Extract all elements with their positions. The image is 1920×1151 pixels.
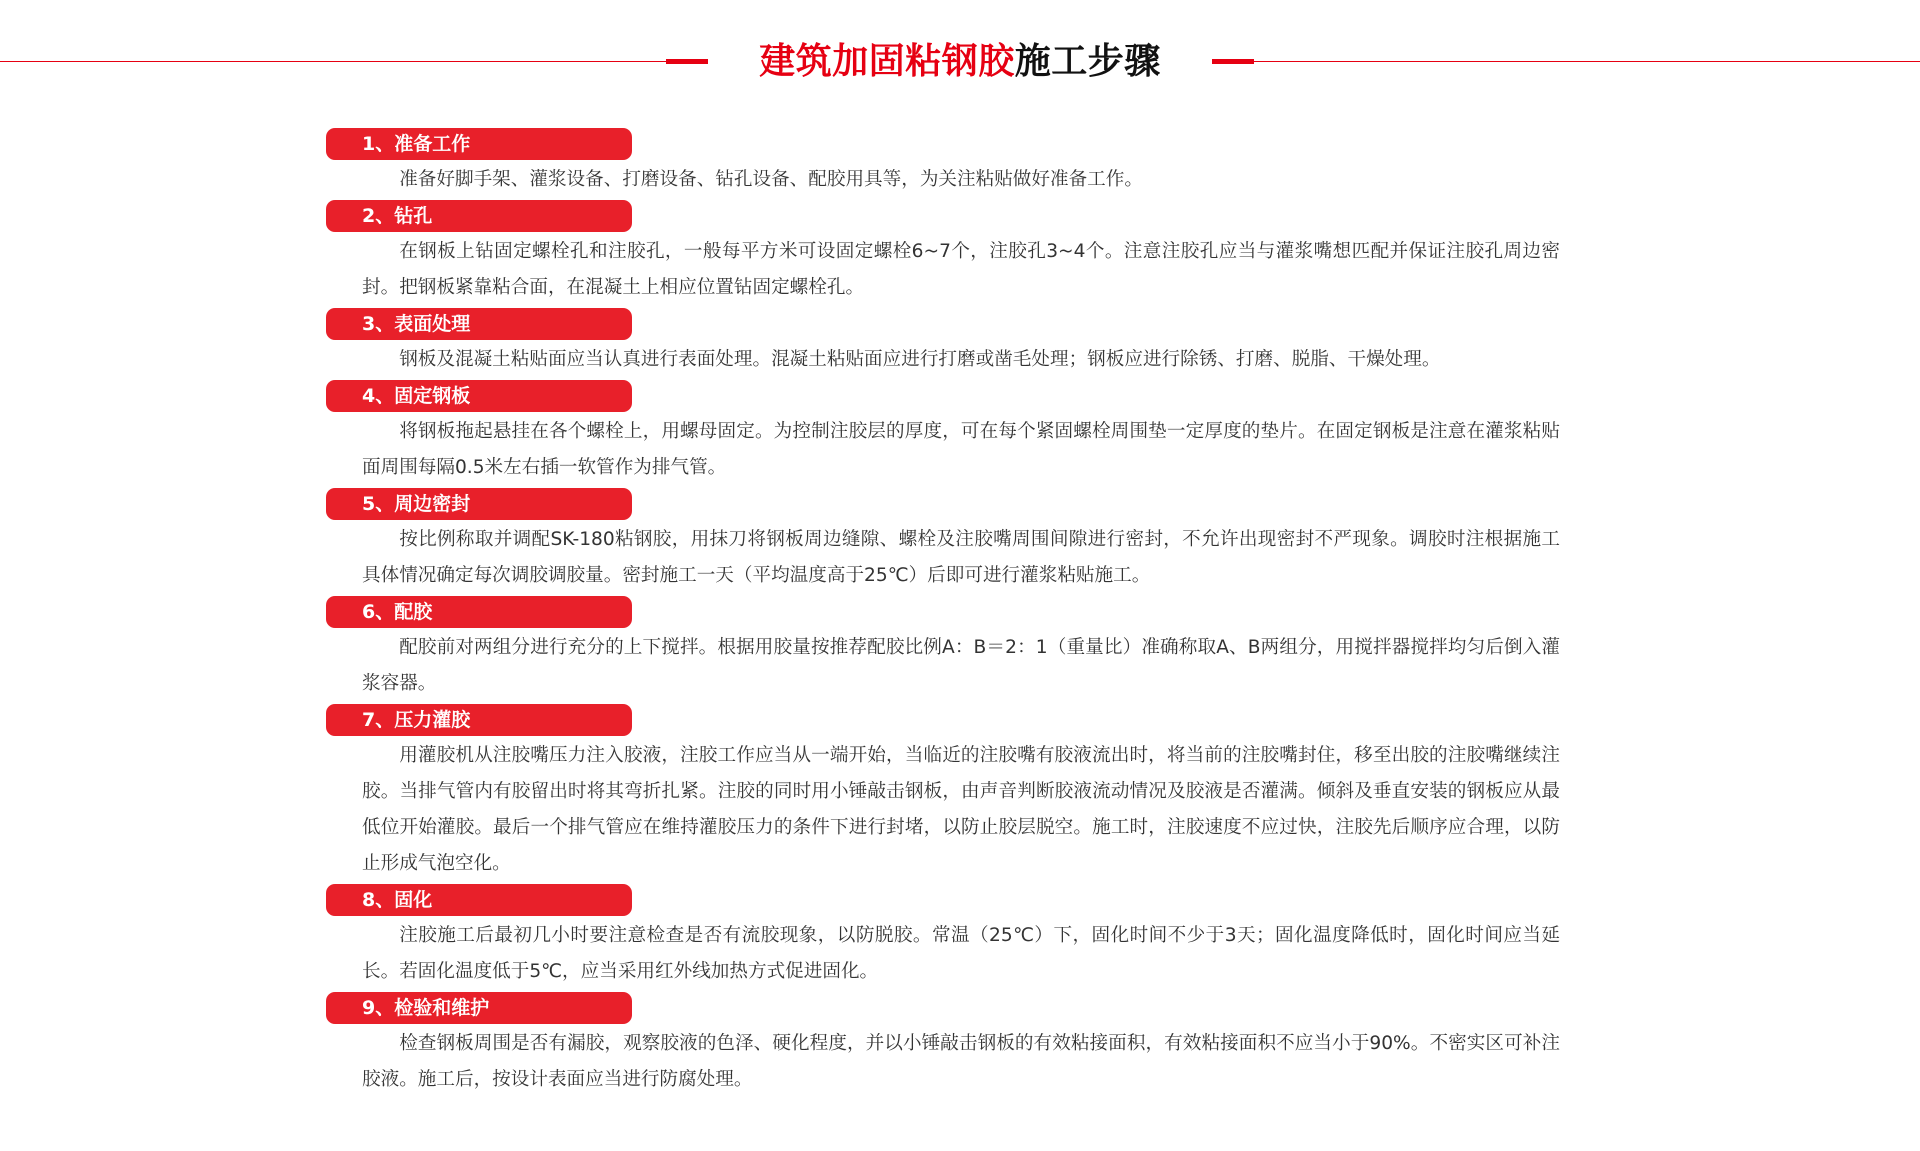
step-badge: 6、配胶 <box>326 596 632 628</box>
step-9 <box>325 992 1560 1098</box>
header-rule-right <box>1254 61 1920 62</box>
step-description: 配胶前对两组分进行充分的上下搅拌。根据用胶量按推荐配胶比例A：B＝2：1（重量比）准确称取A、B两组分，用搅拌器搅拌均匀后倒入灌浆容器。 <box>362 637 1560 694</box>
step-badge: 2、钻孔 <box>326 200 632 232</box>
step-badge: 7、压力灌胶 <box>326 704 632 736</box>
step-6 <box>325 596 1560 702</box>
step-description: 将钢板拖起悬挂在各个螺栓上，用螺母固定。为控制注胶层的厚度，可在每个紧固螺栓周围垫一定厚度的垫片。在固定钢板是注意在灌浆粘贴面周围每隔0.5米左右插一软管作为排气管。 <box>362 421 1560 478</box>
header-dash-right <box>1212 59 1254 64</box>
step-description: 钢板及混凝土粘贴面应当认真进行表面处理。混凝土粘贴面应进行打磨或凿毛处理；钢板应进行除锈、打磨、脱脂、干燥处理。 <box>399 349 1441 370</box>
step-badge: 1、准备工作 <box>326 128 632 160</box>
page-title-red: 建筑加固粘钢胶 <box>759 41 1015 82</box>
step-description: 准备好脚手架、灌浆设备、打磨设备、钻孔设备、配胶用具等，为关注粘贴做好准备工作。 <box>399 169 1143 190</box>
step-badge: 5、周边密封 <box>326 488 632 520</box>
step-1 <box>325 128 1560 198</box>
step-badge: 8、固化 <box>326 884 632 916</box>
step-2 <box>325 200 1560 306</box>
step-3 <box>325 308 1560 378</box>
step-badge: 4、固定钢板 <box>326 380 632 412</box>
header-dash-left <box>666 59 708 64</box>
step-badge: 3、表面处理 <box>326 308 632 340</box>
step-8 <box>325 884 1560 990</box>
step-4 <box>325 380 1560 486</box>
step-7 <box>325 704 1560 882</box>
step-badge: 9、检验和维护 <box>326 992 632 1024</box>
step-description: 检查钢板周围是否有漏胶，观察胶液的色泽、硬化程度，并以小锤敲击钢板的有效粘接面积，有效粘接面积不应当小于90%。不密实区可补注胶液。施工后，按设计表面应当进行防腐处理。 <box>362 1033 1560 1090</box>
step-5 <box>325 488 1560 594</box>
step-description: 按比例称取并调配SK-180粘钢胶，用抹刀将钢板周边缝隙、螺栓及注胶嘴周围间隙进行密封，不允许出现密封不严现象。调胶时注根据施工具体情况确定每次调胶调胶量。密封施工一天（平均温度高于25℃）后即可进行灌浆粘贴施工。 <box>362 529 1560 586</box>
page-title <box>740 38 1180 86</box>
steps-list <box>325 128 1560 1100</box>
step-description: 在钢板上钻固定螺栓孔和注胶孔，一般每平方米可设固定螺栓6~7个，注胶孔3~4个。注意注胶孔应当与灌浆嘴想匹配并保证注胶孔周边密封。把钢板紧靠粘合面，在混凝土上相应位置钻固定螺栓孔。 <box>362 241 1560 298</box>
step-description: 注胶施工后最初几小时要注意检查是否有流胶现象，以防脱胶。常温（25℃）下，固化时间不少于3天；固化温度降低时，固化时间应当延长。若固化温度低于5℃，应当采用红外线加热方式促进固化。 <box>362 925 1560 982</box>
page-header <box>0 38 1920 86</box>
header-rule-left <box>0 61 666 62</box>
step-description: 用灌胶机从注胶嘴压力注入胶液，注胶工作应当从一端开始，当临近的注胶嘴有胶液流出时，将当前的注胶嘴封住，移至出胶的注胶嘴继续注胶。当排气管内有胶留出时将其弯折扎紧。注胶的同时用小锤敲击钢板，由声音判断胶液流动情况及胶液是否灌满。倾斜及垂直安装的钢板应从最低位开始灌胶。最后一个排气管应在维持灌胶压力的条件下进行封堵，以防止胶层脱空。施工时，注胶速度不应过快，注胶先后顺序应合理，以防止形成气泡空化。 <box>362 745 1560 874</box>
page-title-black: 施工步骤 <box>1014 41 1161 82</box>
